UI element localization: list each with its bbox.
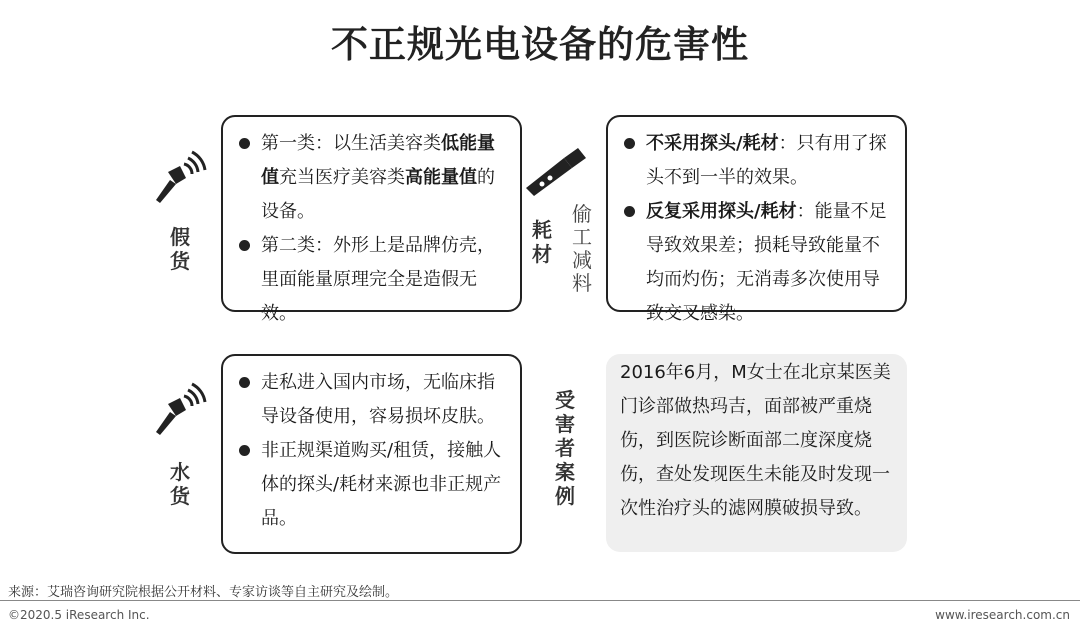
device-handpiece-icon	[524, 146, 590, 198]
ultrasound-probe-icon	[150, 150, 216, 206]
list-item: 反复采用探头/耗材：能量不足导致效果差；损耗导致能量不均而灼伤；无消毒多次使用导致交叉感染。	[620, 195, 893, 331]
bullet-icon	[239, 138, 250, 149]
copyright: ©2020.5 iResearch Inc.	[8, 608, 150, 622]
list-item: 走私进入国内市场，无临床指导设备使用，容易损坏皮肤。	[235, 366, 508, 434]
list-item: 非正规渠道购买/租赁，接触人体的探头/耗材来源也非正规产品。	[235, 434, 508, 536]
fake-goods-box	[221, 115, 522, 324]
list-item: 不采用探头/耗材：只有用了探头不到一半的效果。	[620, 127, 893, 195]
list-item: 第一类：以生活美容类低能量值充当医疗美容类高能量值的设备。	[235, 127, 508, 229]
bullet-icon	[239, 377, 250, 388]
consumables-label: 耗材	[532, 218, 552, 266]
page-title: 不正规光电设备的危害性	[331, 23, 749, 66]
victim-case-label: 受害者案例	[555, 388, 575, 508]
website-link: www.iresearch.com.cn	[935, 608, 1070, 622]
bullet-icon	[624, 138, 635, 149]
bullet-icon	[239, 445, 250, 456]
bullet-icon	[624, 206, 635, 217]
victim-case-text: 2016年6月，M女士在北京某医美门诊部做热玛吉，面部被严重烧伤，到医院诊断面部二度深度烧伤，查处发现医生未能及时发现一次性治疗头的滤网膜破损导致。	[620, 362, 891, 519]
smuggled-goods-label: 水货	[170, 460, 190, 508]
list-item: 第二类：外形上是品牌仿壳，里面能量原理完全是造假无效。	[235, 229, 508, 331]
smuggled-goods-box	[221, 354, 522, 554]
footer-divider	[0, 600, 1080, 601]
bullet-icon	[239, 240, 250, 251]
consumables-box	[606, 115, 907, 324]
victim-case-box	[606, 354, 907, 552]
consumables-sublabel: 偷工减料	[572, 202, 592, 295]
fake-goods-label: 假货	[170, 225, 190, 273]
source-note: 来源：艾瑞咨询研究院根据公开材料、专家访谈等自主研究及绘制。	[8, 585, 399, 600]
ultrasound-probe-icon	[150, 382, 216, 438]
